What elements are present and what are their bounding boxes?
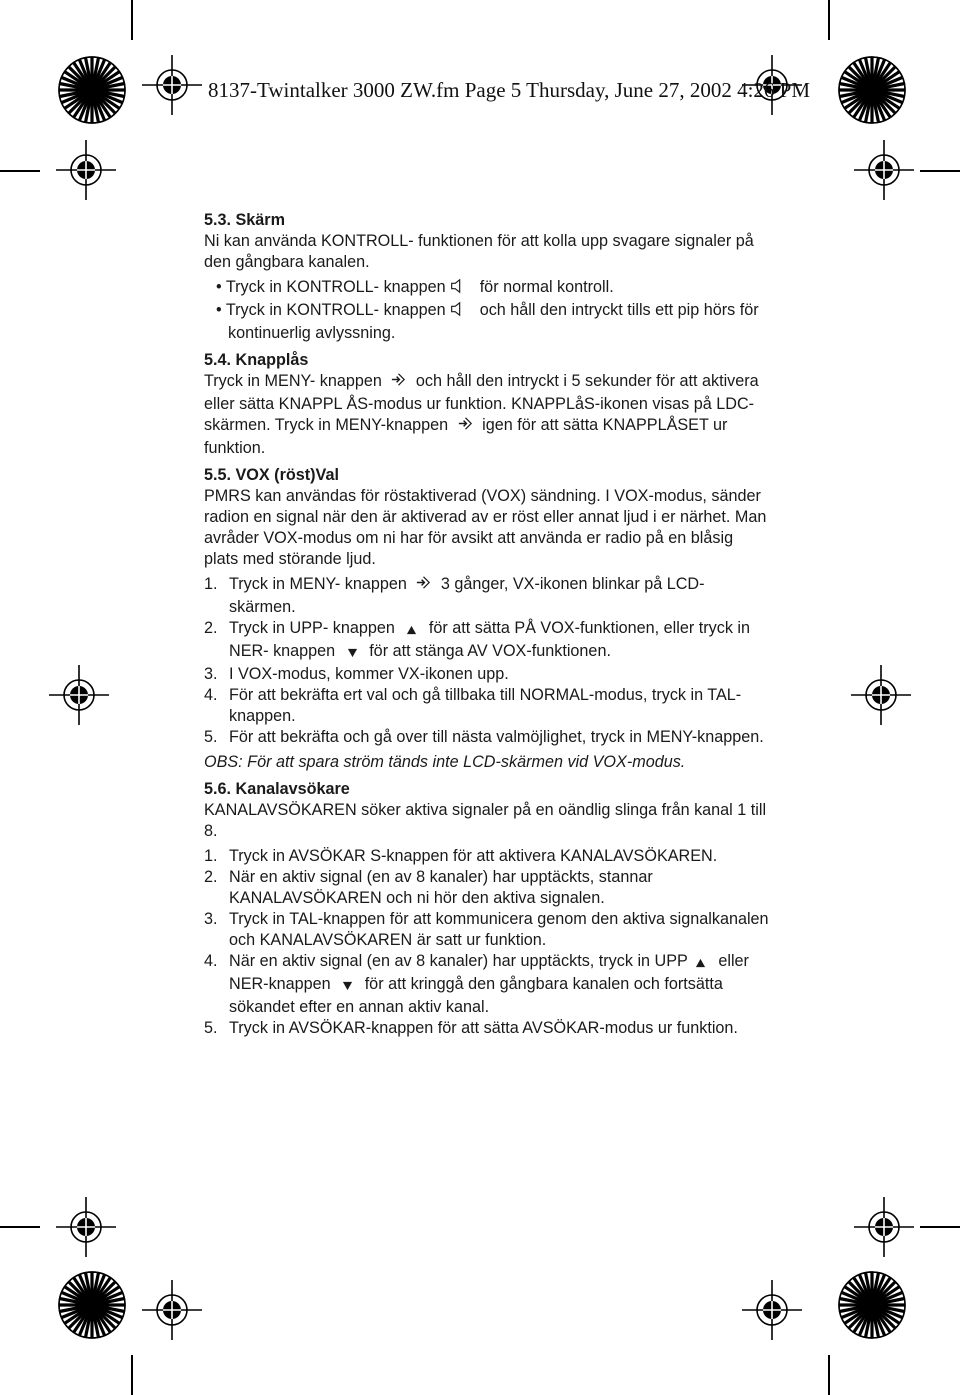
radial-target-icon <box>57 1270 127 1340</box>
registration-mark-icon <box>56 140 116 200</box>
registration-mark-icon <box>854 1197 914 1257</box>
registration-mark-icon <box>142 55 202 115</box>
speaker-icon <box>452 278 474 300</box>
crop-mark <box>920 170 960 172</box>
page-header: 8137-Twintalker 3000 ZW.fm Page 5 Thursday, June 27, 2002 4:26 PM <box>208 78 811 102</box>
radial-target-icon <box>837 1270 907 1340</box>
paragraph: Ni kan använda KONTROLL- funktionen för att kolla upp svagare signaler på den gångbara kanalen. <box>204 232 754 271</box>
list-item: 3. I VOX-modus, kommer VX-ikonen upp. <box>204 665 509 683</box>
list-item: 4. När en aktiv signal (en av 8 kanaler) har upptäckts, tryck in UPP eller NER-knappen för att kringgå den gångbara kanalen och fortsätta sökandet efter en annan aktiv kanal. <box>204 952 749 1016</box>
speaker-icon <box>452 301 474 323</box>
list-item: 5. Tryck in AVSÖKAR-knappen för att sätta AVSÖKAR-modus ur funktion. <box>204 1019 738 1037</box>
up-triangle-icon <box>690 953 712 974</box>
paragraph: Tryck in MENY- knappen och håll den intryckt i 5 sekunder för att aktivera eller sätta KNAPPL ÅS-modus ur funktion. KNAPPLåS-ikonen visas på LDC-skärmen. Tryck in MENY-knappen igen för att sätta KNAPPLÅSET ur funktion. <box>204 372 759 457</box>
list-item: • Tryck in KONTROLL- knappen för normal kontroll. <box>204 277 769 300</box>
crop-mark <box>920 1226 960 1228</box>
list-item: 3. Tryck in TAL-knappen för att kommunicera genom den aktiva signalkanalen och KANALAVSÖKAREN är satt ur funktion. <box>204 910 769 949</box>
menu-arrow-icon <box>388 371 410 394</box>
crop-mark <box>131 1355 133 1395</box>
registration-mark-icon <box>742 1280 802 1340</box>
registration-mark-icon <box>851 665 911 725</box>
registration-mark-icon <box>142 1280 202 1340</box>
crop-mark <box>828 0 830 40</box>
menu-arrow-icon <box>454 415 476 438</box>
down-triangle-icon <box>341 643 363 664</box>
list-item: 1. Tryck in MENY- knappen 3 gånger, VX-ikonen blinkar på LCD-skärmen. <box>204 575 705 616</box>
section-heading: 5.3. Skärm <box>204 211 285 229</box>
list-item: • Tryck in KONTROLL- knappen och håll den intryckt tills ett pip hörs för kontinuerlig avlyssning. <box>216 301 759 342</box>
down-triangle-icon <box>337 976 359 997</box>
crop-mark <box>0 1226 40 1228</box>
note: OBS: För att spara ström tänds inte LCD-skärmen vid VOX-modus. <box>204 753 686 771</box>
paragraph: KANALAVSÖKAREN söker aktiva signaler på en oändlig slinga från kanal 1 till 8. <box>204 801 767 840</box>
list-item: 2. När en aktiv signal (en av 8 kanaler) har upptäckts, stannar KANALAVSÖKAREN och ni hör den aktiva signalen. <box>204 868 653 907</box>
list-item: 5. För att bekräfta och gå over till nästa valmöjlighet, tryck in MENY-knappen. <box>204 728 764 746</box>
section-heading: 5.4. Knapplås <box>204 351 309 369</box>
section-heading: 5.6. Kanalavsökare <box>204 780 350 798</box>
list-item: 1. Tryck in AVSÖKAR S-knappen för att aktivera KANALAVSÖKAREN. <box>204 847 718 865</box>
radial-target-icon <box>57 55 127 125</box>
menu-arrow-icon <box>413 574 435 597</box>
crop-mark <box>0 170 40 172</box>
registration-mark-icon <box>49 665 109 725</box>
list-item: 2. Tryck in UPP- knappen för att sätta PÅ VOX-funktionen, eller tryck in NER- knappen för att stänga AV VOX-funktionen. <box>204 618 769 664</box>
page-content <box>204 210 769 1039</box>
up-triangle-icon <box>401 620 423 641</box>
registration-mark-icon <box>854 140 914 200</box>
section-heading: 5.5. VOX (röst)Val <box>204 466 339 484</box>
crop-mark <box>828 1355 830 1395</box>
registration-mark-icon <box>56 1197 116 1257</box>
crop-mark <box>131 0 133 40</box>
list-item: 4. För att bekräfta ert val och gå tillbaka till NORMAL-modus, tryck in TAL-knappen. <box>204 686 742 725</box>
paragraph: PMRS kan användas för röstaktiverad (VOX) sändning. I VOX-modus, sänder radion en signal när den är aktiverad av er röst eller annat ljud i er närhet. Man avråder VOX-modus om ni har för avsikt att använda er radio på en blåsig plats med störande ljud. <box>204 487 767 568</box>
